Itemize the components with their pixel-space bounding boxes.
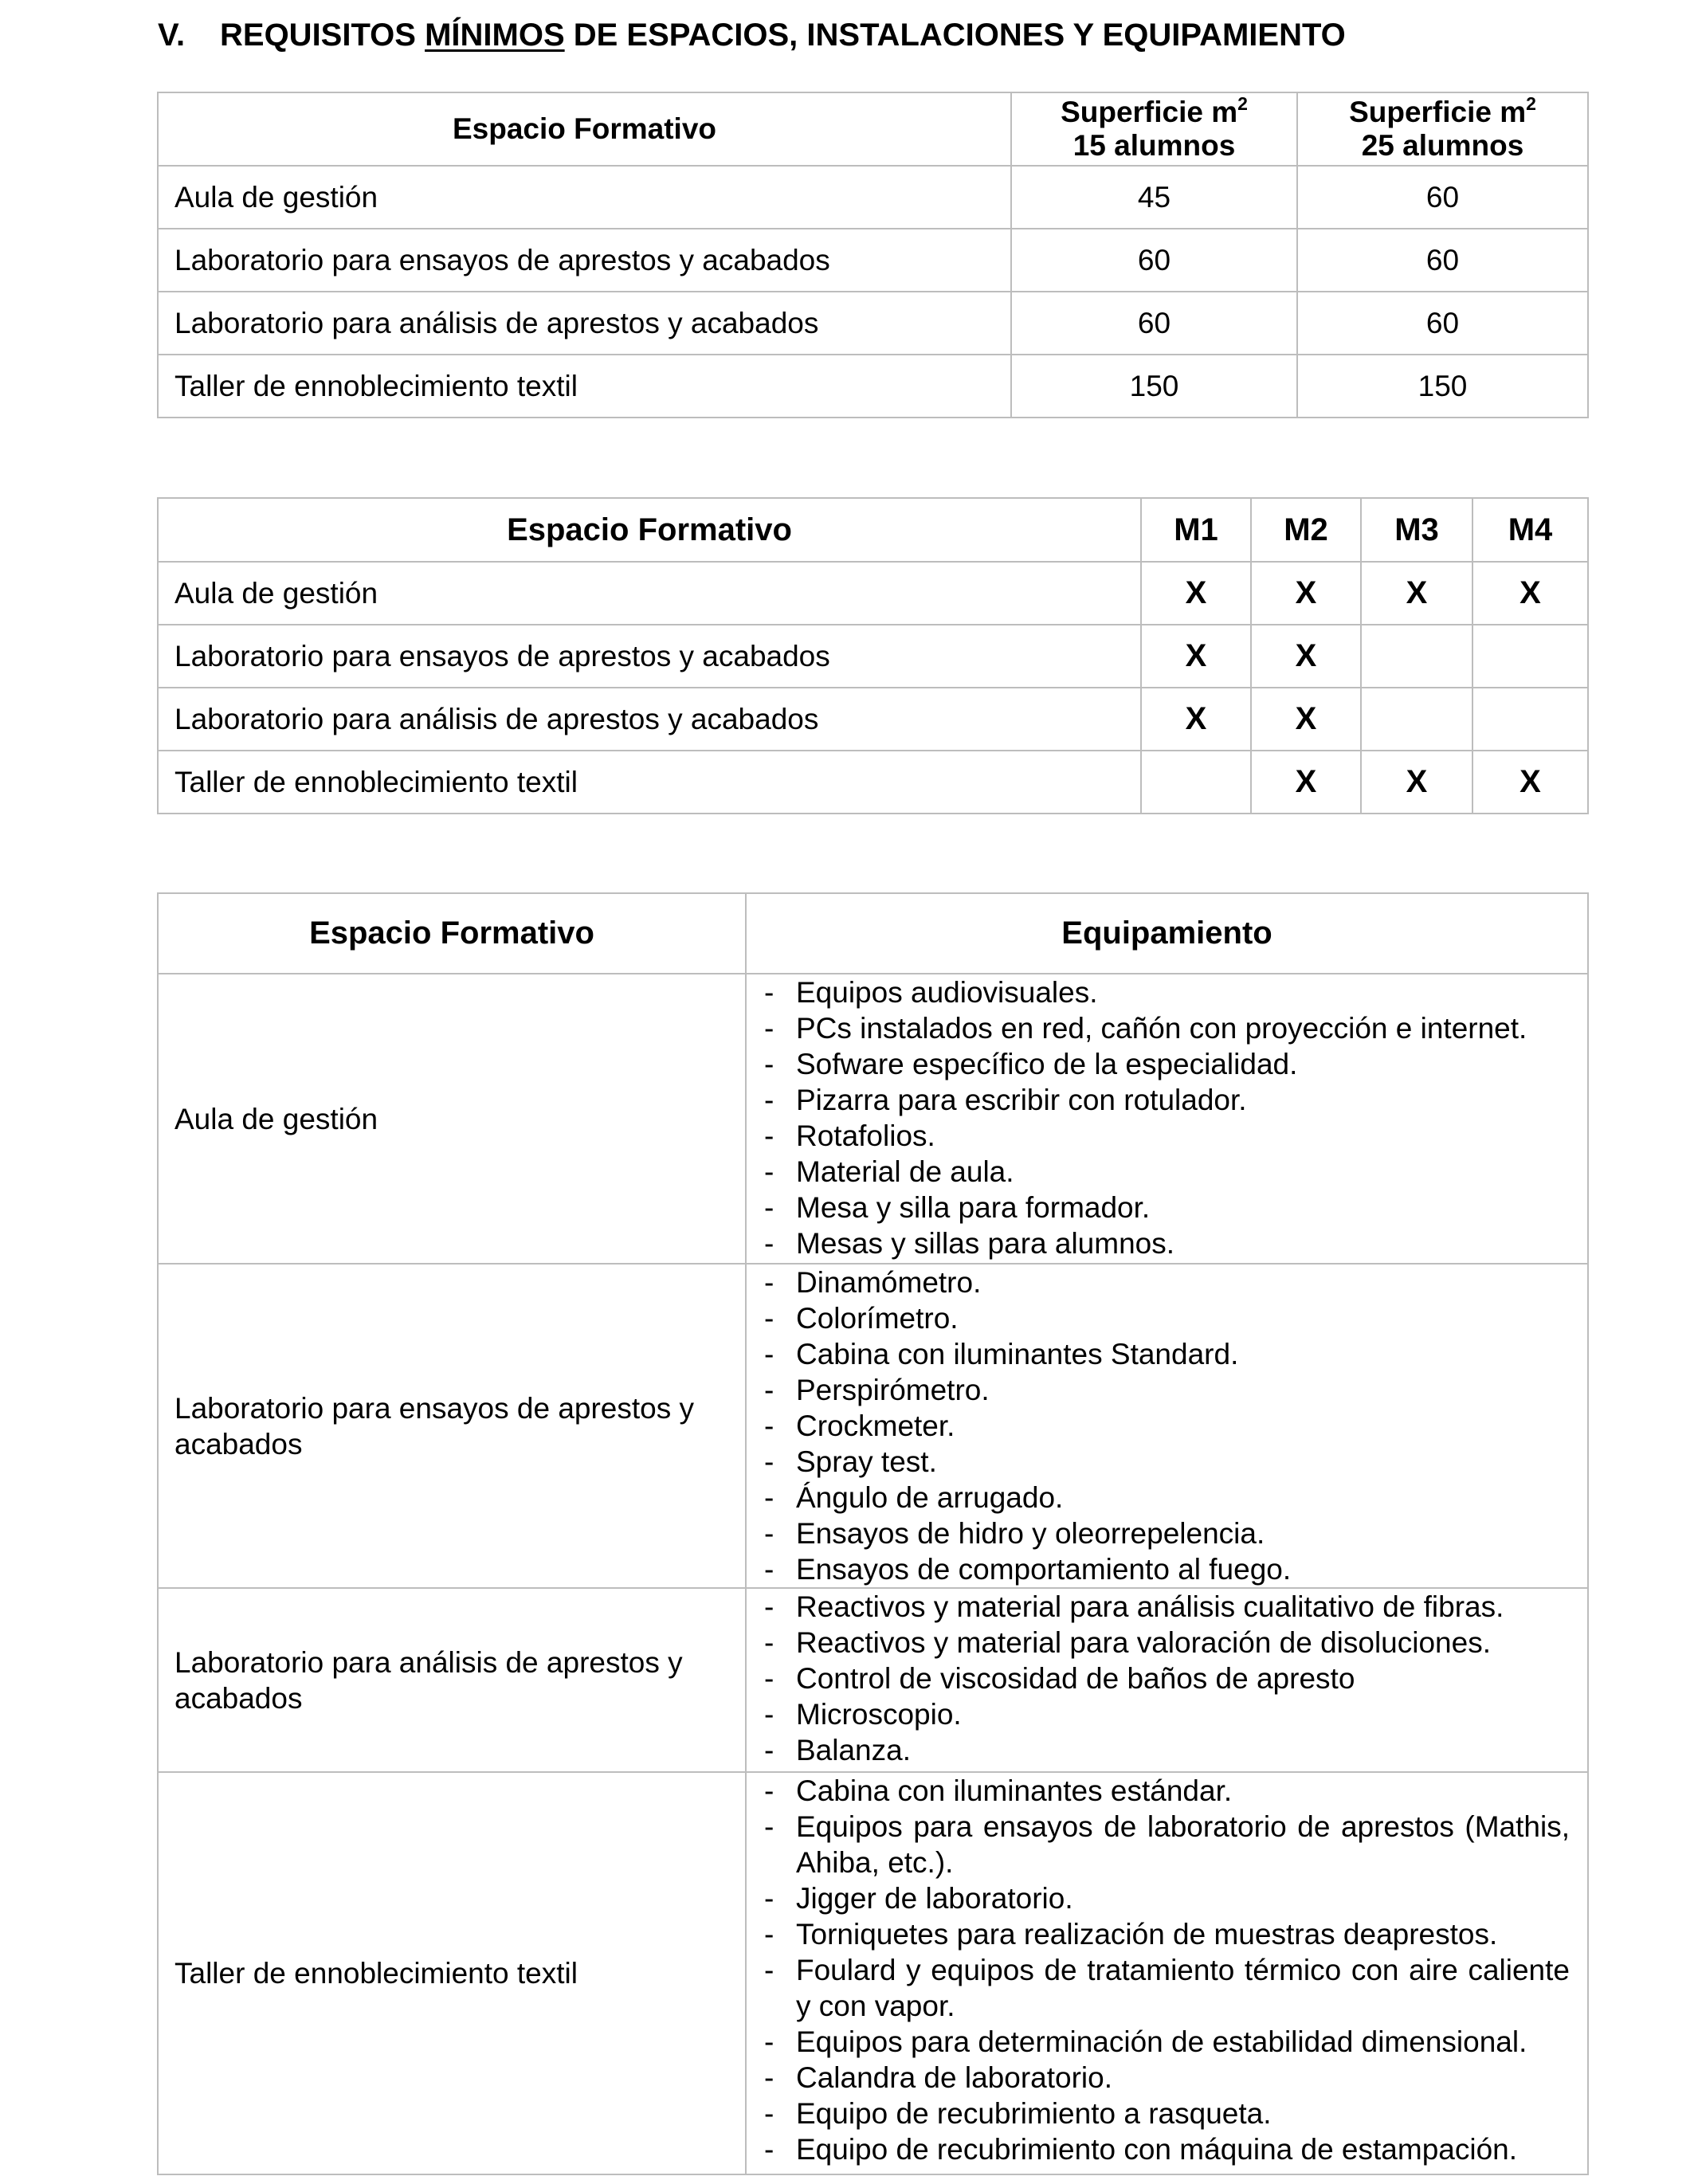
- header-space: Espacio Formativo: [158, 893, 746, 974]
- header-m2: M2: [1251, 498, 1361, 562]
- space-name: Laboratorio para análisis de aprestos y acabados: [158, 1588, 746, 1772]
- equipment-item: - Spray test.: [763, 1444, 1570, 1480]
- table-row: [158, 751, 1588, 814]
- equipment-item: - Rotafolios.: [763, 1118, 1570, 1154]
- surface-15-value: 60: [1011, 229, 1297, 292]
- surface-25-value: 60: [1297, 166, 1588, 229]
- equipment-item: - Equipo de recubrimiento con máquina de estampación.: [763, 2131, 1570, 2167]
- equipment-item: - Perspirómetro.: [763, 1372, 1570, 1408]
- equipment-item: - Ensayos de comportamiento al fuego.: [763, 1551, 1570, 1587]
- table-row: [158, 292, 1588, 355]
- equipment-item: - Pizarra para escribir con rotulador.: [763, 1082, 1570, 1118]
- equipment-item: - Mesa y silla para formador.: [763, 1190, 1570, 1225]
- space-name: Laboratorio para análisis de aprestos y acabados: [158, 688, 1141, 751]
- equipment-table: [157, 892, 1589, 2175]
- equipment-list: [763, 974, 1570, 1261]
- section-number: V.: [158, 18, 186, 53]
- section-title-part2: DE ESPACIOS, INSTALACIONES Y EQUIPAMIENTO: [564, 18, 1346, 53]
- equipment-item: - Equipos para determinación de estabilidad dimensional.: [763, 2024, 1570, 2060]
- m3-mark: X: [1361, 751, 1472, 814]
- header-equipment: Equipamiento: [746, 893, 1588, 974]
- equipment-cell: [746, 1772, 1588, 2174]
- equipment-item: - Reactivos y material para valoración de disoluciones.: [763, 1625, 1570, 1661]
- m3-mark: [1361, 625, 1472, 688]
- m1-mark: [1141, 751, 1251, 814]
- equipment-cell: [746, 1264, 1588, 1588]
- equipment-item: - Equipos para ensayos de laboratorio de aprestos (Mathis, Ahiba, etc.).: [763, 1809, 1570, 1880]
- table-header-row: [158, 498, 1588, 562]
- m4-mark: X: [1472, 562, 1588, 625]
- equipment-item: - Microscopio.: [763, 1696, 1570, 1732]
- header-space: Espacio Formativo: [158, 92, 1011, 166]
- equipment-item: - Material de aula.: [763, 1154, 1570, 1190]
- section-title-part1: REQUISITOS: [220, 18, 425, 53]
- table-header-row: [158, 893, 1588, 974]
- equipment-item: - Ángulo de arrugado.: [763, 1480, 1570, 1515]
- table-row: [158, 562, 1588, 625]
- table-row: [158, 1772, 1588, 2174]
- table-row: [158, 974, 1588, 1264]
- header-surface-15: Superficie $m^2$ 15 alumnos: [1011, 92, 1297, 166]
- equipment-item: - Cabina con iluminantes estándar.: [763, 1773, 1570, 1809]
- equipment-item: - Sofware específico de la especialidad.: [763, 1046, 1570, 1082]
- table-row: [158, 625, 1588, 688]
- equipment-item: - Ensayos de hidro y oleorrepelencia.: [763, 1515, 1570, 1551]
- equipment-list: [763, 1265, 1570, 1587]
- space-name: Aula de gestión: [158, 562, 1141, 625]
- surface-15-value: 45: [1011, 166, 1297, 229]
- space-name: Laboratorio para ensayos de aprestos y acabados: [158, 229, 1011, 292]
- space-name: Laboratorio para ensayos de aprestos y acabados: [158, 1264, 746, 1588]
- section-heading: [158, 18, 1346, 53]
- equipment-item: - Balanza.: [763, 1732, 1570, 1768]
- equipment-item: - Equipo de recubrimiento a rasqueta.: [763, 2096, 1570, 2131]
- m2-mark: X: [1251, 688, 1361, 751]
- header-m1: M1: [1141, 498, 1251, 562]
- space-name: Taller de ennoblecimiento textil: [158, 355, 1011, 418]
- m4-mark: [1472, 625, 1588, 688]
- surface-25-value: 60: [1297, 292, 1588, 355]
- table-row: [158, 1264, 1588, 1588]
- space-name: Aula de gestión: [158, 166, 1011, 229]
- m3-mark: [1361, 688, 1472, 751]
- space-name: Taller de ennoblecimiento textil: [158, 751, 1141, 814]
- space-name: Laboratorio para ensayos de aprestos y acabados: [158, 625, 1141, 688]
- space-name: Aula de gestión: [158, 974, 746, 1264]
- surface-15-value: 60: [1011, 292, 1297, 355]
- equipment-item: - Reactivos y material para análisis cualitativo de fibras.: [763, 1589, 1570, 1625]
- equipment-item: - Foulard y equipos de tratamiento térmico con aire caliente y con vapor.: [763, 1952, 1570, 2024]
- equipment-list: [763, 1773, 1570, 2167]
- equipment-item: - Colorímetro.: [763, 1300, 1570, 1336]
- equipment-cell: [746, 974, 1588, 1264]
- space-name: Taller de ennoblecimiento textil: [158, 1772, 746, 2174]
- m4-mark: [1472, 688, 1588, 751]
- table-row: [158, 166, 1588, 229]
- header-space: Espacio Formativo: [158, 498, 1141, 562]
- table-row: [158, 355, 1588, 418]
- equipment-item: - Mesas y sillas para alumnos.: [763, 1225, 1570, 1261]
- module-table: [157, 497, 1589, 814]
- equipment-cell: [746, 1588, 1588, 1772]
- m2-mark: X: [1251, 562, 1361, 625]
- table-header-row: [158, 92, 1588, 166]
- equipment-item: - Torniquetes para realización de muestras deaprestos.: [763, 1916, 1570, 1952]
- m1-mark: X: [1141, 625, 1251, 688]
- equipment-list: [763, 1589, 1570, 1768]
- equipment-item: - Jigger de laboratorio.: [763, 1880, 1570, 1916]
- table-row: [158, 1588, 1588, 1772]
- equipment-item: - Control de viscosidad de baños de apresto: [763, 1661, 1570, 1696]
- m2-mark: X: [1251, 625, 1361, 688]
- table-row: [158, 229, 1588, 292]
- surface-25-value: 150: [1297, 355, 1588, 418]
- m1-mark: X: [1141, 562, 1251, 625]
- header-m4: M4: [1472, 498, 1588, 562]
- surface-25-value: 60: [1297, 229, 1588, 292]
- header-m3: M3: [1361, 498, 1472, 562]
- equipment-item: - Crockmeter.: [763, 1408, 1570, 1444]
- table-row: [158, 688, 1588, 751]
- equipment-item: - Equipos audiovisuales.: [763, 974, 1570, 1010]
- equipment-item: - Calandra de laboratorio.: [763, 2060, 1570, 2096]
- surface-table: [157, 92, 1589, 418]
- m1-mark: X: [1141, 688, 1251, 751]
- space-name: Laboratorio para análisis de aprestos y acabados: [158, 292, 1011, 355]
- m3-mark: X: [1361, 562, 1472, 625]
- m4-mark: X: [1472, 751, 1588, 814]
- section-title-underlined: MÍNIMOS: [425, 18, 565, 53]
- equipment-item: - PCs instalados en red, cañón con proyección e internet.: [763, 1010, 1570, 1046]
- equipment-item: - Cabina con iluminantes Standard.: [763, 1336, 1570, 1372]
- surface-15-value: 150: [1011, 355, 1297, 418]
- equipment-item: - Dinamómetro.: [763, 1265, 1570, 1300]
- m2-mark: X: [1251, 751, 1361, 814]
- header-surface-25: Superficie $m^2$ 25 alumnos: [1297, 92, 1588, 166]
